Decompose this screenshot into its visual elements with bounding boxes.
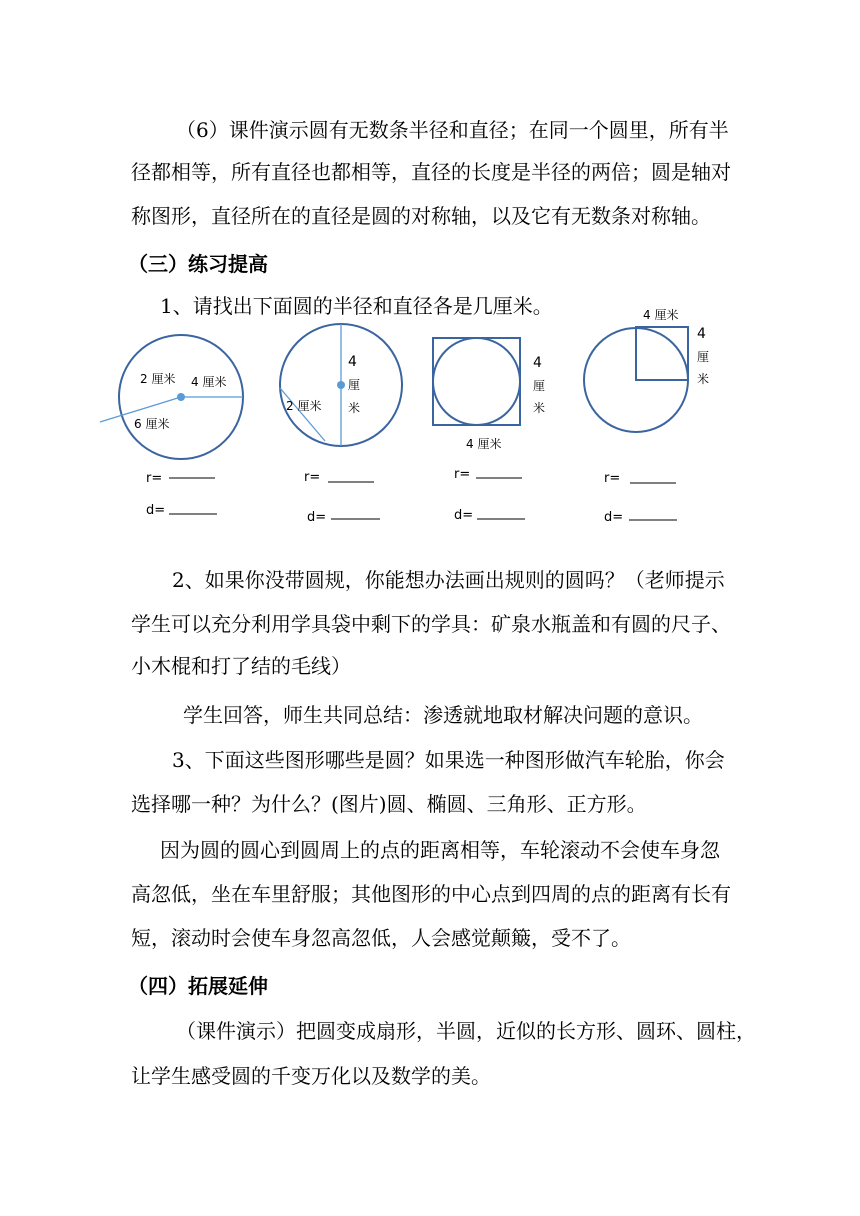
- paragraph-line: 因为圆的圆心到圆周上的点的距离相等，车轮滚动不会使车身忽: [160, 838, 720, 862]
- paragraph-line: 让学生感受圆的千变万化以及数学的美。: [131, 1064, 491, 1088]
- paragraph-line: 短，滚动时会使车身忽高忽低，人会感觉颠簸，受不了。: [131, 926, 631, 950]
- figure-3-label-li: 厘: [533, 379, 546, 393]
- figure-3-r: r=: [454, 467, 471, 482]
- figure-2-center: [337, 381, 345, 389]
- paragraph-line: 2、如果你没带圆规，你能想办法画出规则的圆吗？（老师提示: [172, 568, 725, 592]
- figure-2-label-num: 4: [348, 354, 357, 370]
- figure-3-label-bottom: 4 厘米: [466, 437, 502, 451]
- figure-4-r: r=: [604, 471, 621, 486]
- figure-1-center: [177, 393, 185, 401]
- figure-3-circle: [433, 338, 520, 425]
- paragraph-line: 小木棍和打了结的毛线）: [131, 654, 351, 678]
- summary-line: 学生回答，师生共同总结：渗透就地取材解决问题的意识。: [183, 703, 703, 727]
- paragraph-line: 3、下面这些图形哪些是圆？如果选一种图形做汽车轮胎，你会: [172, 748, 725, 772]
- figure-2-label-b: 2 厘米: [286, 399, 322, 413]
- figure-2-r: r=: [304, 470, 321, 485]
- figure-2: [280, 324, 402, 525]
- paragraph-line: 高忽低，坐在车里舒服；其他图形的中心点到四周的点的距离有长有: [131, 882, 731, 906]
- figure-4-d: d=: [604, 510, 624, 525]
- question-1: 1、请找出下面圆的半径和直径各是几厘米。: [160, 294, 553, 318]
- figure-2-label-li: 厘: [348, 378, 361, 392]
- section-heading: （四）拓展延伸: [128, 974, 268, 998]
- figure-4-label-mi: 米: [697, 372, 710, 386]
- figure-3-label-num: 4: [533, 355, 542, 371]
- figure-4: [584, 307, 709, 525]
- figure-1-label-b: 4 厘米: [191, 375, 227, 389]
- paragraph-line: 称图形，直径所在的直径是圆的对称轴，以及它有无数条对称轴。: [131, 204, 711, 228]
- paragraph-line: 选择哪一种？为什么？(图片)圆、椭圆、三角形、正方形。: [131, 792, 647, 816]
- figure-4-label-li: 厘: [697, 350, 710, 364]
- figure-2-label-mi: 米: [348, 401, 361, 415]
- paragraph-line: 径都相等，所有直径也都相等，直径的长度是半径的两倍；圆是轴对: [131, 160, 731, 184]
- figure-3-d: d=: [454, 508, 474, 523]
- paragraph-line: 学生可以充分利用学具袋中剩下的学具：矿泉水瓶盖和有圆的尺子、: [131, 612, 731, 636]
- paragraph-line: （6）课件演示圆有无数条半径和直径；在同一个圆里，所有半: [176, 118, 729, 142]
- figure-1: [100, 335, 243, 518]
- figure-3: [433, 338, 545, 523]
- paragraph-line: （课件演示）把圆变成扇形，半圆，近似的长方形、圆环、圆柱，: [176, 1019, 756, 1043]
- section-heading: （三）练习提高: [128, 252, 268, 276]
- figure-2-d: d=: [307, 510, 327, 525]
- figure-1-d: d=: [146, 503, 166, 518]
- figure-1-label-c: 6 厘米: [134, 417, 170, 431]
- figure-4-label-num: 4: [697, 326, 706, 342]
- figure-4-label-top: 4 厘米: [643, 308, 679, 322]
- figure-3-label-mi: 米: [533, 401, 546, 415]
- figure-1-r: r=: [146, 471, 163, 486]
- figure-1-label-a: 2 厘米: [140, 372, 176, 386]
